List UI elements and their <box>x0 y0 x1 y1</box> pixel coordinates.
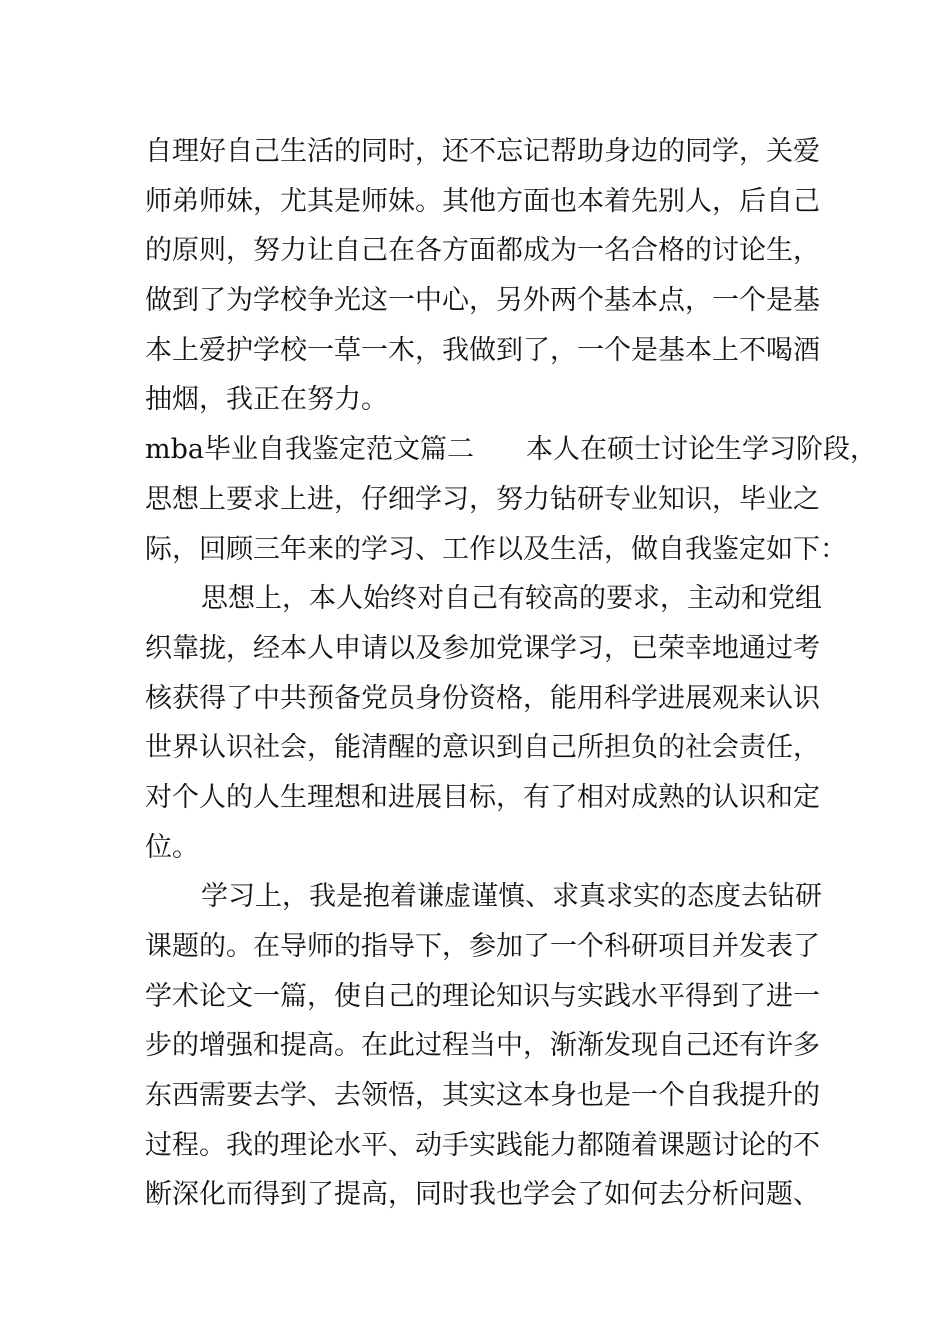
text-line: 位。 <box>145 831 199 863</box>
text-line: 际，回顾三年来的学习、工作以及生活，做自我鉴定如下： <box>145 533 847 565</box>
text-line <box>145 425 877 475</box>
text-line: 师弟师妹，尤其是师妹。其他方面也本着先别人，后自己 <box>145 185 820 217</box>
text-line: 本上爱护学校一草一木，我做到了，一个是基本上不喝酒 <box>145 334 820 366</box>
text-line: 抽烟，我正在努力。 <box>145 384 388 416</box>
text-line: 断深化而得到了提高，同时我也学会了如何去分析问题、 <box>145 1179 820 1211</box>
document-body <box>145 127 877 1220</box>
text-line: 世界认识社会，能清醒的意识到自己所担负的社会责任， <box>145 732 820 764</box>
text-line: 的原则，努力让自己在各方面都成为一名合格的讨论生， <box>145 235 820 267</box>
text-line: 自理好自己生活的同时，还不忘记帮助身边的同学，关爱 <box>145 136 820 167</box>
text-line: 过程。我的理论水平、动手实践能力都随着课题讨论的不 <box>145 1129 820 1161</box>
paragraph-2 <box>145 425 877 574</box>
text-line: 对个人的人生理想和进展目标，有了相对成熟的认识和定 <box>145 781 820 813</box>
section-heading: mba毕业自我鉴定范文篇二 <box>145 434 474 466</box>
text-line: 东西需要去学、去领悟，其实这本身也是一个自我提升的 <box>145 1080 820 1112</box>
paragraph-1 <box>145 127 825 425</box>
text-line: 织靠拢，经本人申请以及参加党课学习，已荣幸地通过考 <box>145 632 820 664</box>
paragraph-3 <box>145 574 825 872</box>
text-line: 做到了为学校争光这一中心，另外两个基本点，一个是基 <box>145 285 820 317</box>
text-line: 课题的。在导师的指导下，参加了一个科研项目并发表了 <box>145 931 820 962</box>
text-line-continuation: 本人在硕士讨论生学习阶段， <box>525 434 877 466</box>
text-line: 步的增强和提高。在此过程当中，渐渐发现自己还有许多 <box>145 1030 820 1062</box>
text-line: 思想上要求上进，仔细学习，努力钻研专业知识，毕业之 <box>145 483 820 515</box>
text-line: 思想上，本人始终对自己有较高的要求，主动和党组 <box>201 583 822 615</box>
text-line: 学习上，我是抱着谦虚谨慎、求真求实的态度去钻研 <box>201 881 822 913</box>
paragraph-4 <box>145 872 825 1220</box>
text-line: 核获得了中共预备党员身份资格，能用科学进展观来认识 <box>145 682 820 714</box>
text-line: 学术论文一篇，使自己的理论知识与实践水平得到了进一 <box>145 980 820 1012</box>
